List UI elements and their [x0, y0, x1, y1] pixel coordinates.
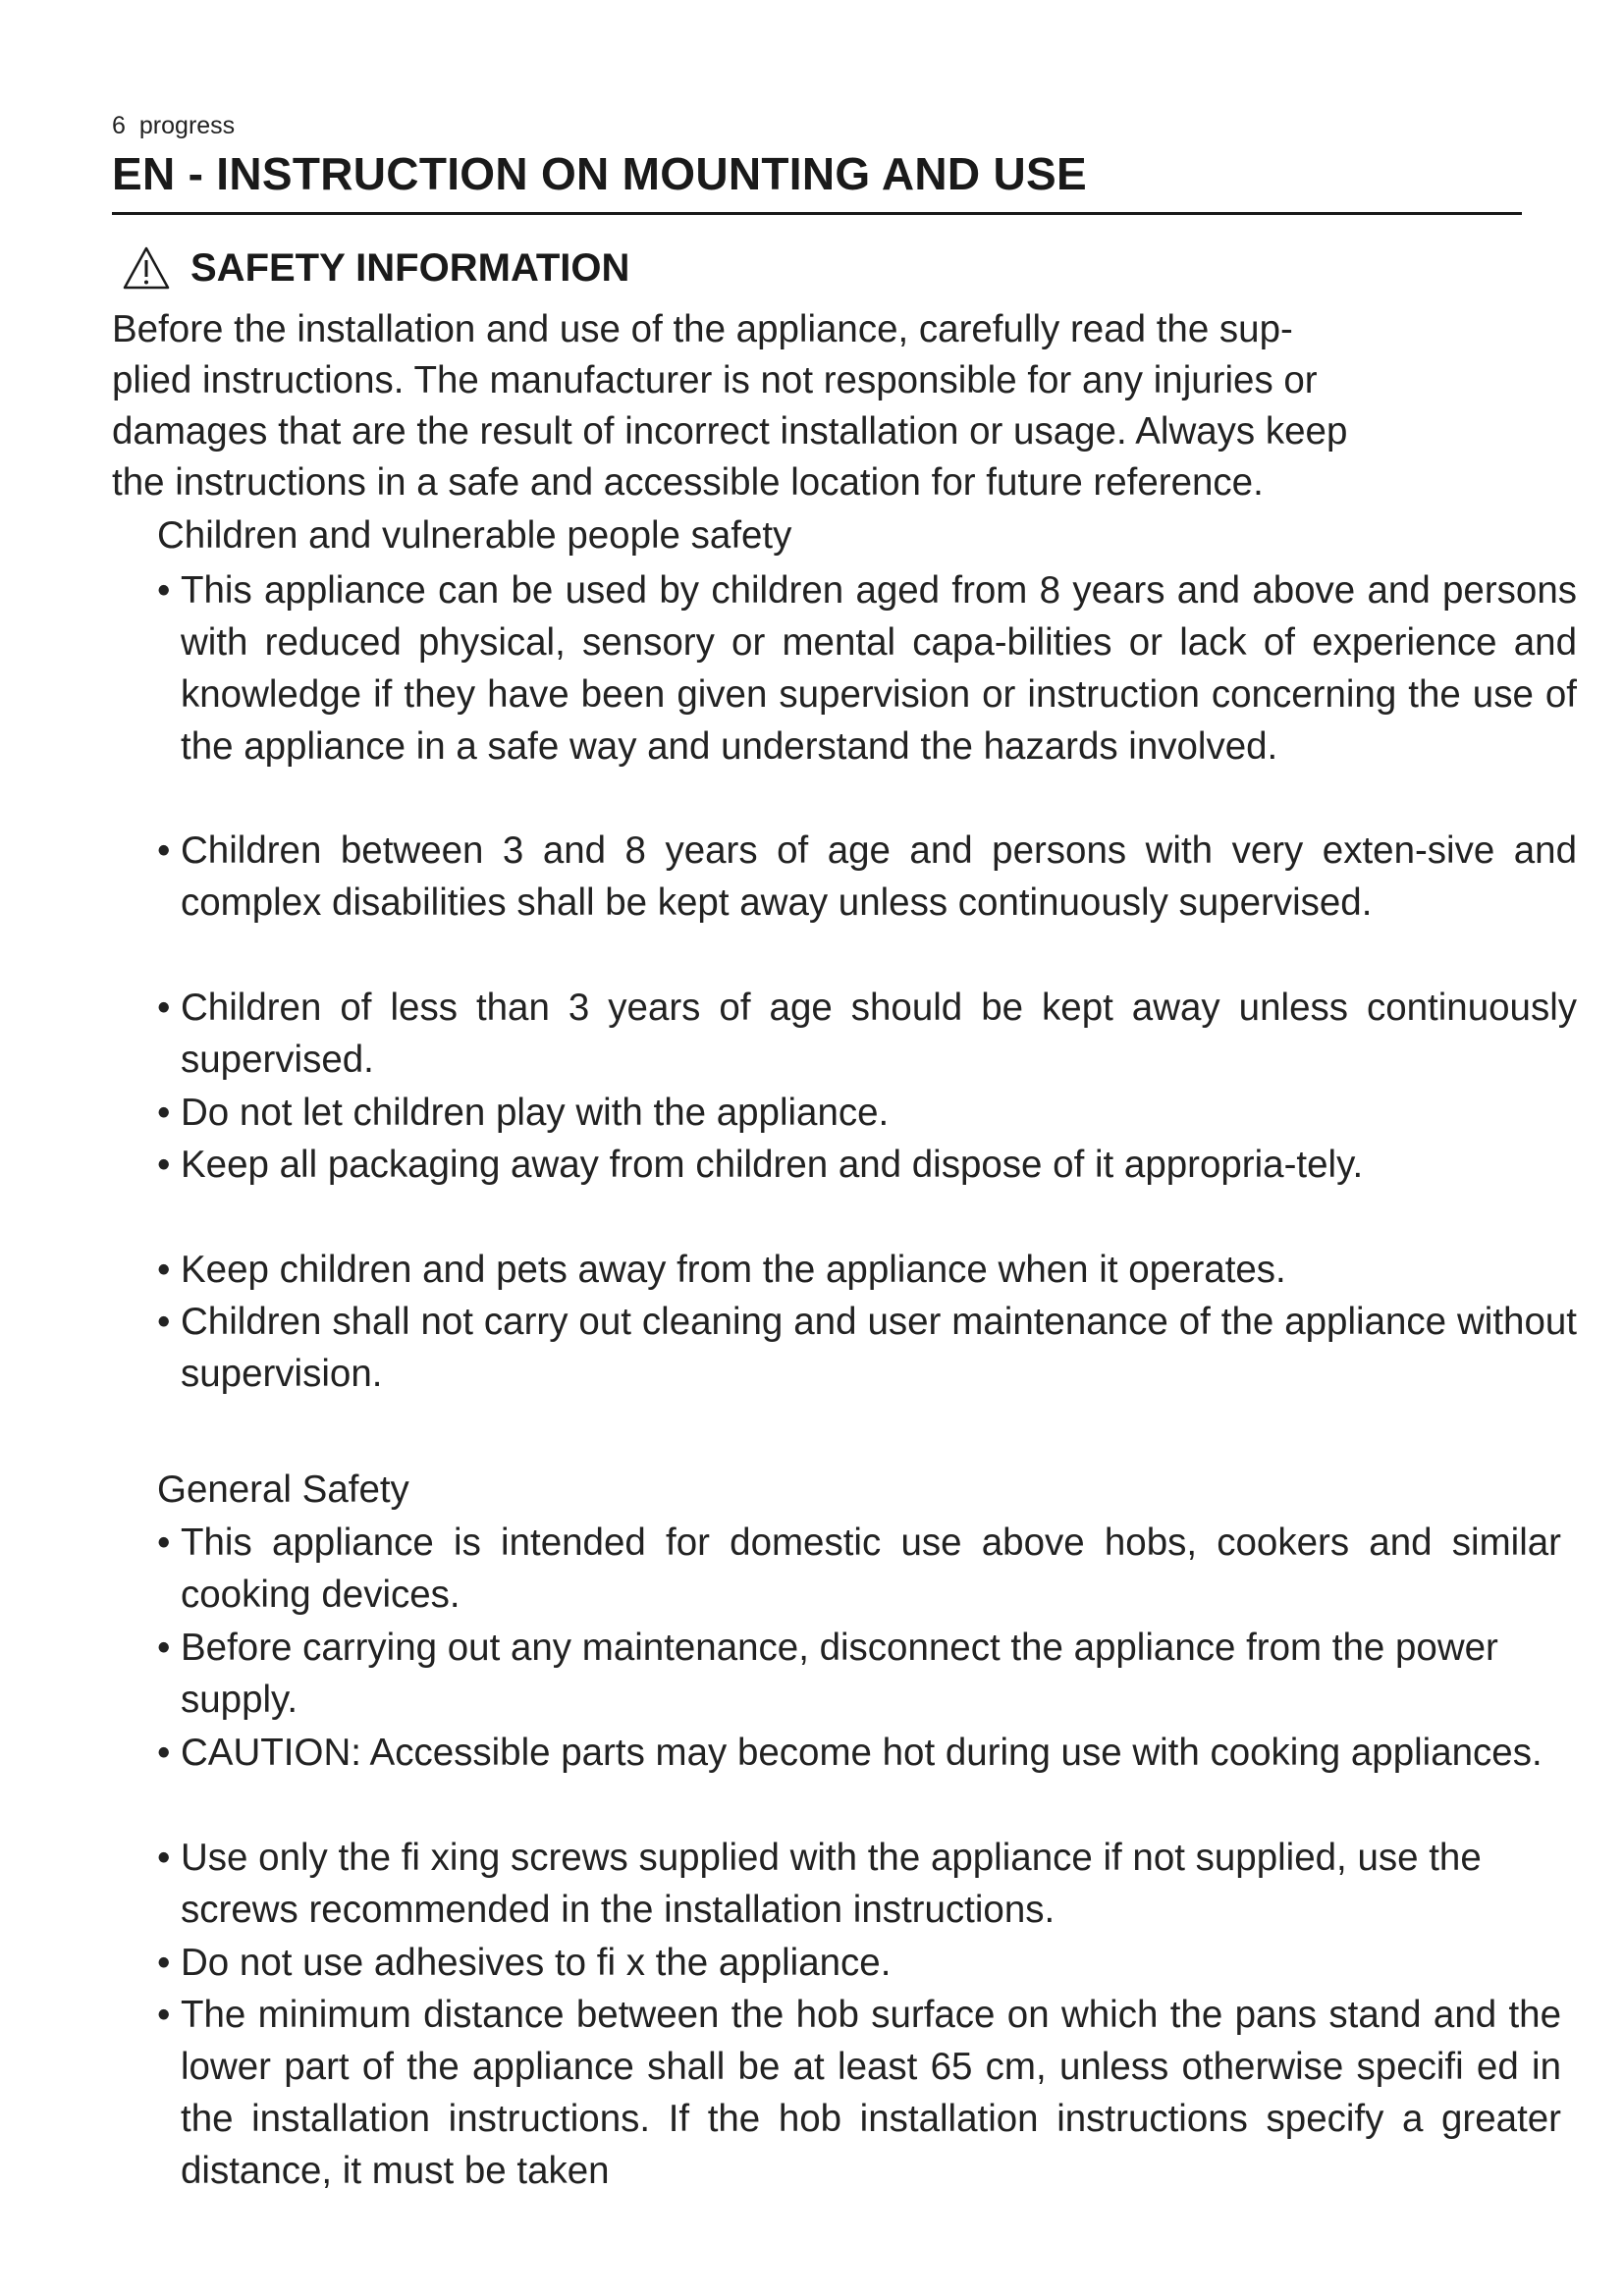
- page-header: [112, 112, 248, 140]
- general-safety-list: [157, 1517, 1561, 2197]
- list-item: • Keep all packaging away from children and dispose of it appropria-tely.: [157, 1139, 1577, 1244]
- children-safety-list: [157, 564, 1577, 1401]
- list-item: • Do not let children play with the appliance.: [157, 1087, 1577, 1139]
- list-item: • Use only the fi xing screws supplied with the appliance if not supplied, use the screws recommended in the installation instructions.: [157, 1832, 1561, 1937]
- safety-heading: [122, 245, 629, 291]
- safety-heading-text: SAFETY INFORMATION: [190, 245, 630, 290]
- safety-intro: [112, 304, 1526, 508]
- general-safety-heading: General Safety: [157, 1468, 409, 1511]
- list-item: • CAUTION: Accessible parts may become hot during use with cooking appliances.: [157, 1727, 1561, 1832]
- list-item: • Children of less than 3 years of age should be kept away unless continuously supervised.: [157, 982, 1577, 1087]
- children-safety-heading: Children and vulnerable people safety: [157, 514, 792, 557]
- warning-icon: [122, 245, 171, 291]
- intro-line: damages that are the result of incorrect installation or usage. Always keep: [112, 410, 1348, 453]
- list-item: • Do not use adhesives to fi x the appliance.: [157, 1937, 1561, 1989]
- page-title: EN - INSTRUCTION ON MOUNTING AND USE: [112, 147, 1522, 215]
- list-item: • This appliance is intended for domestic use above hobs, cookers and similar cooking devices.: [157, 1517, 1561, 1622]
- list-item: • The minimum distance between the hob surface on which the pans stand and the lower part of the appliance shall be at least 65 cm, unless otherwise specifi ed in the installation instructions. If the hob installation instructions specify a greater distance, it must be taken: [157, 1989, 1561, 2197]
- page-number: 6: [112, 112, 126, 139]
- intro-line: Before the installation and use of the appliance, carefully read the sup-: [112, 308, 1293, 350]
- intro-line: the instructions in a safe and accessible location for future reference.: [112, 461, 1264, 504]
- list-item: • Children shall not carry out cleaning and user maintenance of the appliance without supervision.: [157, 1296, 1577, 1401]
- list-item: • This appliance can be used by children aged from 8 years and above and persons with reduced physical, sensory or mental capa-bilities or lack of experience and knowledge if they have been given supervision or instruction concerning the use of the appliance in a safe way and understand the hazards involved.: [157, 564, 1577, 825]
- intro-line: plied instructions. The manufacturer is not responsible for any injuries or: [112, 359, 1318, 401]
- brand-name: progress: [138, 112, 236, 139]
- list-item: • Children between 3 and 8 years of age and persons with very exten-sive and complex disabilities shall be kept away unless continuously supervised.: [157, 825, 1577, 982]
- list-item: • Keep children and pets away from the appliance when it operates.: [157, 1244, 1577, 1296]
- list-item: • Before carrying out any maintenance, disconnect the appliance from the power supply.: [157, 1622, 1561, 1727]
